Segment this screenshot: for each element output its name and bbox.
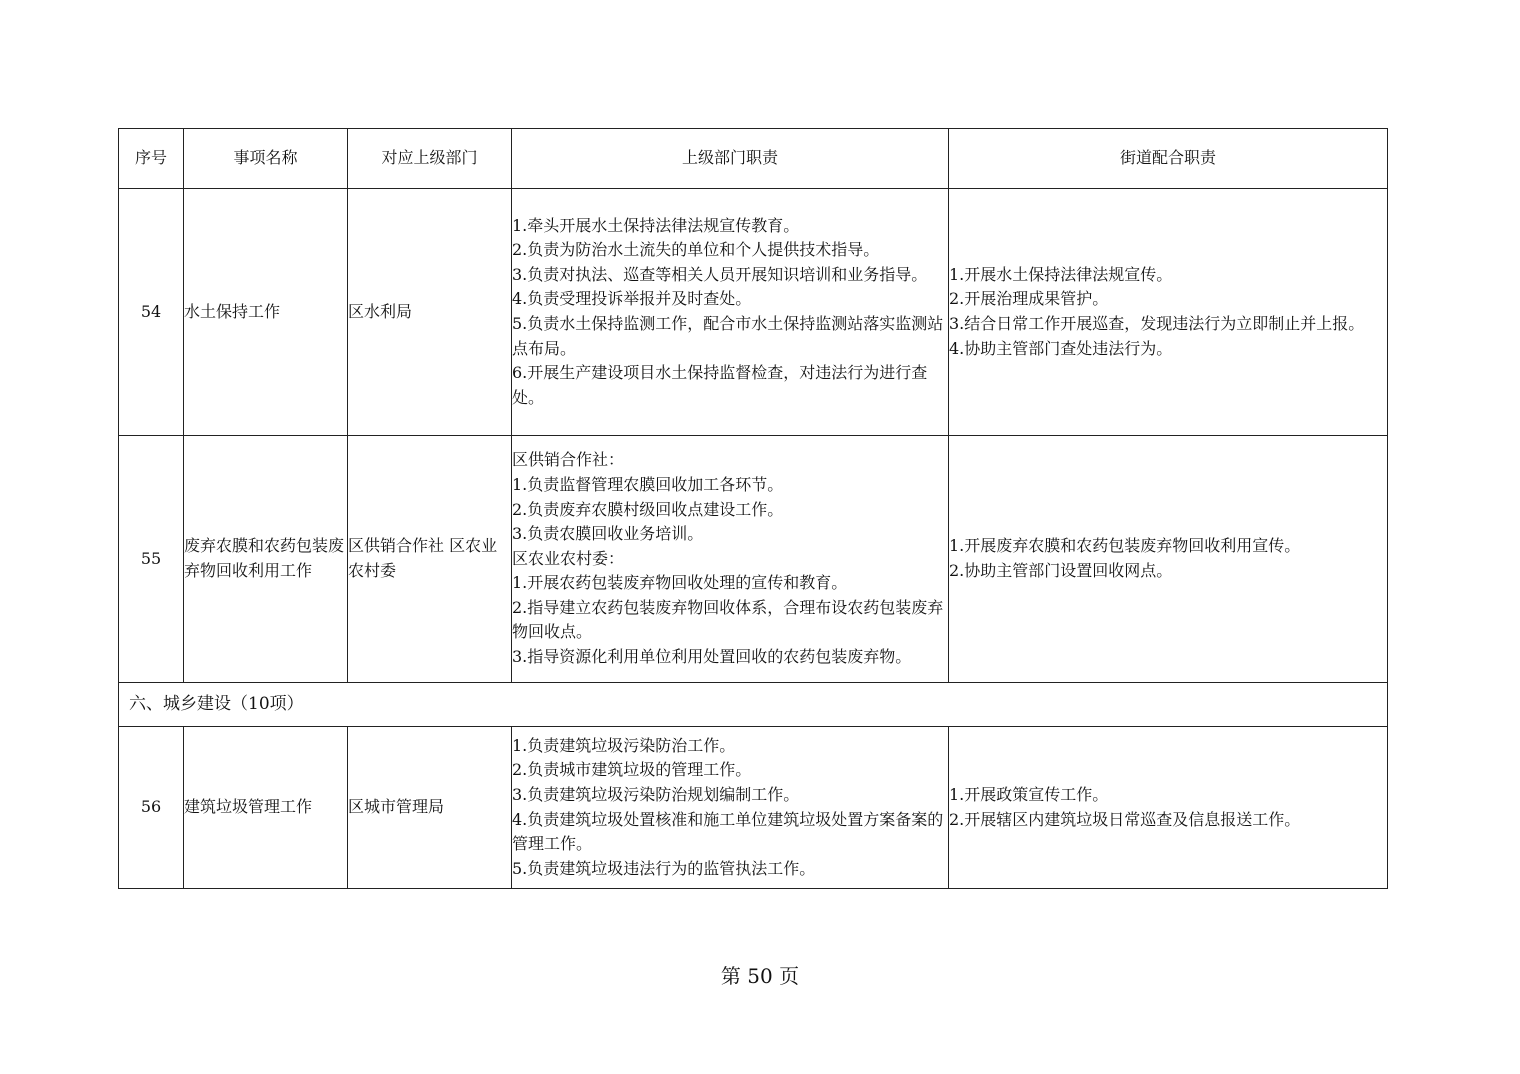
duty-line: 5.负责建筑垃圾违法行为的监管执法工作。 [512,858,816,878]
table-row [119,436,1388,683]
table-row [119,727,1388,889]
section-row [119,683,1388,727]
row-seq: 54 [119,189,184,436]
header-seq: 序号 [119,129,184,189]
duty-line: 3.负责农膜回收业务培训。 [512,524,704,544]
street-duty-line: 2.协助主管部门设置回收网点。 [949,561,1173,580]
duty-line: 2.指导建立农药包装废弃物回收体系，合理布设农药包装废弃物回收点。 [512,597,944,642]
dept-text: 区供销合作社 区农业农村委 [348,536,498,580]
street-duty-line: 1.开展水土保持法律法规宣传。 [949,264,1173,284]
dept-text: 区水利局 [348,301,413,321]
duty-line: 5.负责水土保持监测工作，配合市水土保持监测站落实监测站点布局。 [512,314,944,358]
duty-line: 2.负责城市建筑垃圾的管理工作。 [512,760,752,780]
duty-line: 3.负责对执法、巡查等相关人员开展知识培训和业务指导。 [512,264,928,284]
header-street-duties: 街道配合职责 [949,129,1388,189]
header-superior-dept: 对应上级部门 [348,129,512,189]
street-duty-line: 2.开展辖区内建筑垃圾日常巡查及信息报送工作。 [949,809,1301,829]
duty-line: 1.负责建筑垃圾污染防治工作。 [512,735,736,755]
duty-line: 区供销合作社： [512,450,625,470]
row-superior-dept [348,436,512,683]
duty-line: 3.指导资源化利用单位利用处置回收的农药包装废弃物。 [512,647,912,667]
row-street-duties [949,436,1388,683]
row-superior-dept [348,727,512,889]
section-title: 六、城乡建设（10项） [119,683,1388,727]
duty-line: 3.负责建筑垃圾污染防治规划编制工作。 [512,784,800,804]
duty-line: 4.负责受理投诉举报并及时查处。 [512,289,752,309]
street-duty-line: 1.开展废弃农膜和农药包装废弃物回收利用宣传。 [949,536,1301,556]
street-duty-line: 2.开展治理成果管护。 [949,289,1109,309]
street-duty-line: 3.结合日常工作开展巡查，发现违法行为立即制止并上报。 [949,314,1365,333]
duty-line: 1.牵头开展水土保持法律法规宣传教育。 [512,215,800,235]
header-superior-duties: 上级部门职责 [512,129,949,189]
street-duty-line: 1.开展政策宣传工作。 [949,784,1109,804]
page-number: 第 50 页 [720,964,800,988]
header-row [119,129,1388,189]
row-street-duties [949,189,1388,436]
duty-line: 6.开展生产建设项目水土保持监督检查，对违法行为进行查处。 [512,363,928,407]
duty-line: 4.负责建筑垃圾处置核准和施工单位建筑垃圾处置方案备案的管理工作。 [512,809,944,854]
row-item-name [184,727,348,889]
row-seq: 56 [119,727,184,889]
row-superior-dept [348,189,512,436]
duty-line: 2.负责废弃农膜村级回收点建设工作。 [512,499,784,519]
item-name-text: 建筑垃圾管理工作 [184,797,313,817]
duty-line: 2.负责为防治水土流失的单位和个人提供技术指导。 [512,240,880,260]
row-item-name [184,436,348,683]
duty-table [118,128,1388,889]
item-name-text: 水土保持工作 [184,301,281,321]
row-item-name [184,189,348,436]
row-street-duties [949,727,1388,889]
dept-text: 区城市管理局 [348,797,445,817]
duty-line: 1.开展农药包装废弃物回收处理的宣传和教育。 [512,573,848,593]
row-superior-duties [512,436,949,683]
row-superior-duties [512,189,949,436]
header-item-name: 事项名称 [184,129,348,189]
table-row [119,189,1388,436]
street-duty-line: 4.协助主管部门查处违法行为。 [949,338,1173,358]
row-seq: 55 [119,436,184,683]
duty-line: 1.负责监督管理农膜回收加工各环节。 [512,474,784,494]
duty-line: 区农业农村委： [512,548,625,568]
item-name-text: 废弃农膜和农药包装废弃物回收利用工作 [184,536,345,580]
row-superior-duties [512,727,949,889]
